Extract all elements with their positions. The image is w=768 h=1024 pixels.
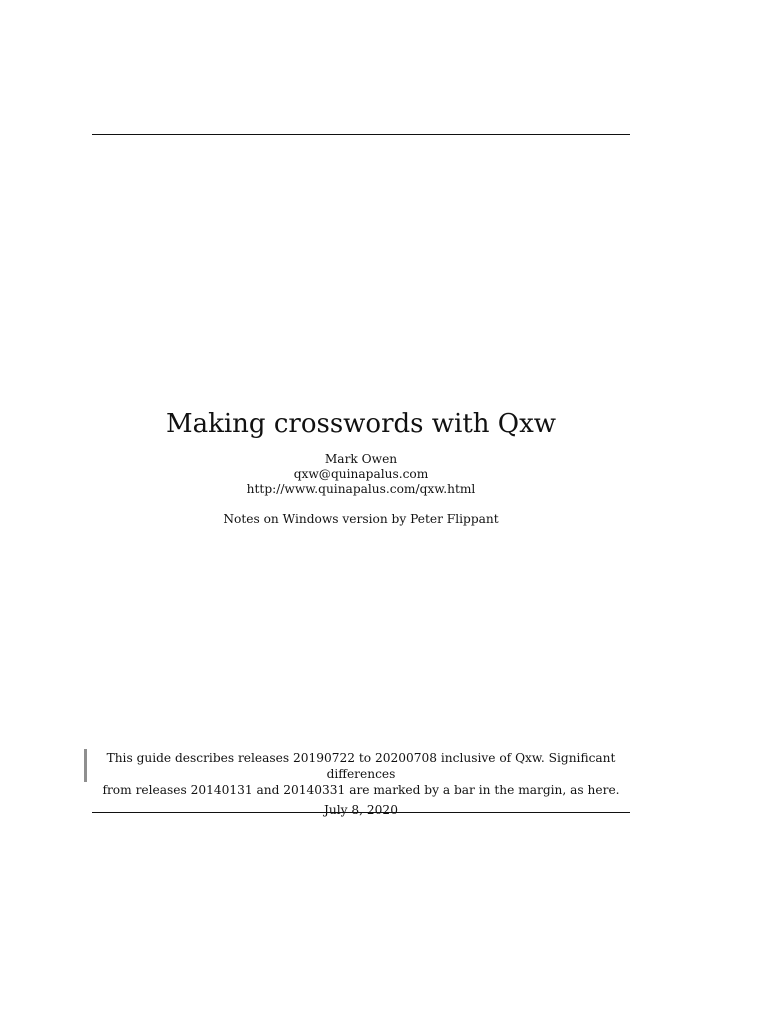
release-text-line-2: from releases 20140131 and 20140331 are marked by a bar in the margin, as here. bbox=[102, 783, 620, 797]
author-url: http://www.quinapalus.com/qxw.html bbox=[246, 482, 476, 496]
release-text-line-1: This guide describes releases 20190722 to 20200708 inclusive of Qxw. Significant differences bbox=[106, 751, 616, 781]
author-name: Mark Owen bbox=[324, 452, 398, 466]
author-info bbox=[92, 452, 630, 497]
top-rule bbox=[92, 134, 630, 135]
release-info bbox=[92, 750, 630, 818]
document-date: July 8, 2020 bbox=[324, 803, 398, 817]
document-title: Making crosswords with Qxw bbox=[165, 409, 557, 439]
windows-notes-credit: Notes on Windows version by Peter Flippant bbox=[223, 512, 499, 526]
author-email: qxw@quinapalus.com bbox=[293, 467, 429, 481]
bottom-rule bbox=[92, 812, 630, 813]
change-margin-bar bbox=[84, 749, 87, 782]
title-block bbox=[92, 404, 630, 527]
